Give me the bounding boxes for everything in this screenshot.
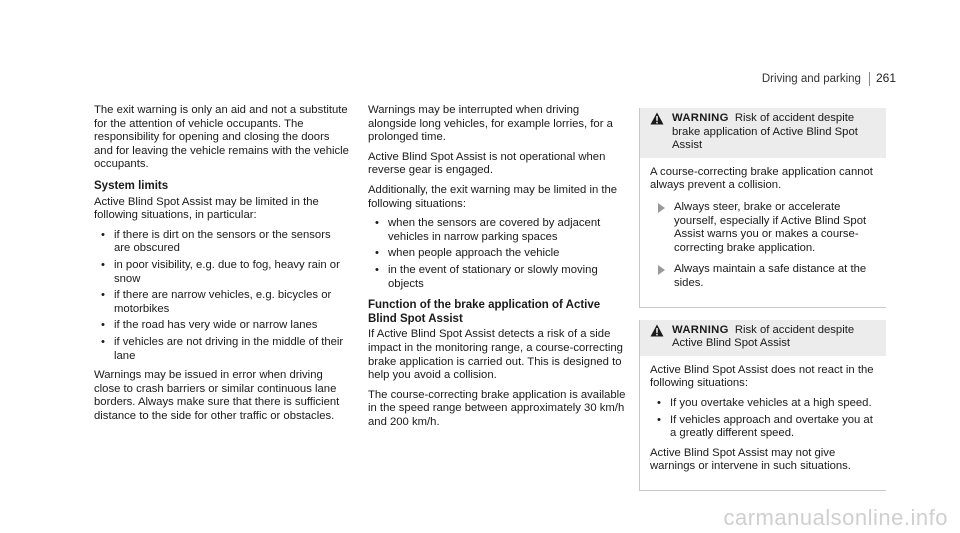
list-item: • If vehicles approach and overtake you at a greatly different speed. [650,414,878,441]
closing-paragraph: Warnings may be issued in error when driving close to crash barriers or similar continuous lane borders. Always make sure that there is sufficient distance to the side for other traffic or obstacles. [94,369,340,422]
section-title: Driving and parking [761,73,861,85]
warning-triangle-icon [650,112,664,125]
warning-title: Risk of accident despite Active Blind Spot Assist [672,323,855,350]
warning-header [640,108,886,158]
list-item: • if the road has very wide or narrow lanes [94,319,349,333]
page-header [762,72,896,87]
column-left [94,104,349,429]
warning-title: Risk of accident despite brake application of Active Blind Spot Assist [672,112,858,152]
list-item: • when the sensors are covered by adjacent vehicles in narrow parking spaces [368,217,626,244]
list-item: • if there are narrow vehicles, e.g. bicycles or motorbikes [94,289,349,316]
brake-function-paragraph: If Active Blind Spot Assist detects a risk of a side impact in the monitoring range, a course-correcting brake application is carried out. This is designed to help you avoid a collision. [368,328,623,382]
list-item: • if there is dirt on the sensors or the sensors are obscured [94,229,349,256]
watermark: carmanualsonline.info [723,505,948,531]
warning-list [650,397,878,441]
arrow-right-icon [658,203,665,213]
warning-box-limits [639,320,886,491]
warning-body [640,158,886,307]
instruction-step [650,263,878,290]
system-limits-heading: System limits [94,179,169,192]
warning-header [640,320,886,356]
intro-paragraph: The exit warning is only an aid and not a substitute for the attention of vehicle occupants. The responsibility for opening and closing the doors and for leaving the vehicle remains with the vehicle occupants. [94,104,349,171]
warning-box-brake [639,108,886,308]
brake-function-heading: Function of the brake application of Active Blind Spot Assist [368,299,601,325]
page-number: 261 [869,72,896,86]
warning-text: Active Blind Spot Assist does not react in the following situations: [650,363,874,390]
list-item: • when people approach the vehicle [368,247,626,261]
warning-closing: Active Blind Spot Assist may not give warnings or intervene in such situations. [650,446,851,473]
speed-range-paragraph: The course-correcting brake application is available in the speed range between approximately 30 km/h and 200 km/h. [368,388,626,428]
instruction-step [650,201,878,255]
warning-label: WARNING [672,112,729,124]
list-item: • if vehicles are not driving in the middle of their lane [94,336,349,363]
column-right [639,108,886,503]
reverse-gear-paragraph: Active Blind Spot Assist is not operational when reverse gear is engaged. [368,150,606,177]
list-item: • If you overtake vehicles at a high speed. [650,397,878,411]
step-text: Always steer, brake or accelerate yourself, especially if Active Blind Spot Assist warns you or makes a course-correcting brake application. [674,200,867,254]
warning-body [640,356,886,490]
step-text: Always maintain a safe distance at the sides. [674,263,867,289]
warning-triangle-icon [650,324,664,337]
interruption-paragraph: Warnings may be interrupted when driving alongside long vehicles, for example lorries, for a prolonged time. [368,104,613,144]
warning-label: WARNING [672,323,729,336]
arrow-right-icon [658,265,665,275]
warning-text: A course-correcting brake application cannot always prevent a collision. [650,165,873,192]
exit-warning-list [368,217,626,291]
system-limits-lead: Active Blind Spot Assist may be limited in the following situations, in particular: [94,195,319,222]
list-item: • in poor visibility, e.g. due to fog, heavy rain or snow [94,259,349,286]
column-middle [368,104,626,435]
list-item: • in the event of stationary or slowly moving objects [368,264,626,291]
exit-warning-paragraph: Additionally, the exit warning may be limited in the following situations: [368,183,618,210]
system-limits-list [94,229,349,363]
